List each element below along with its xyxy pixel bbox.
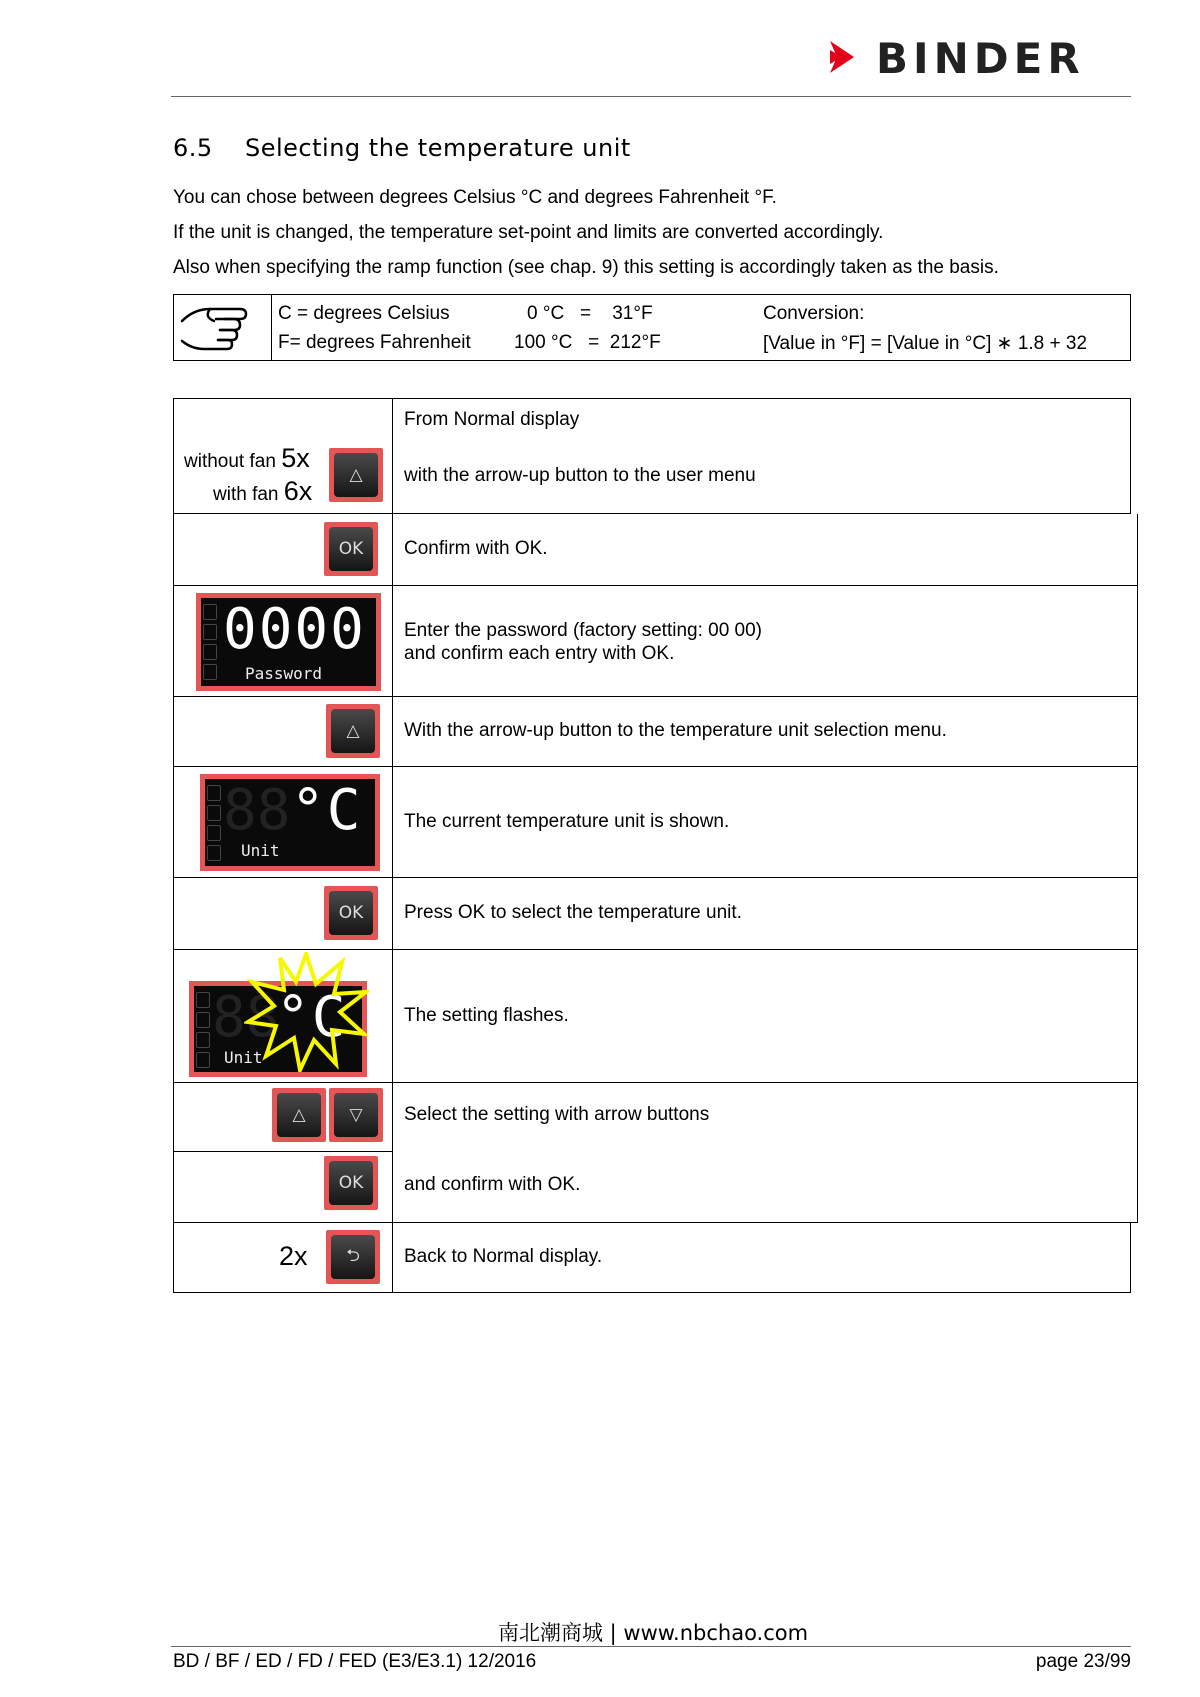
section-heading — [173, 134, 631, 162]
note-celsius: C = degrees Celsius — [278, 303, 450, 324]
paragraph: You can chose between degrees Celsius °C and degrees Fahrenheit °F. — [173, 187, 777, 208]
arrow-down-icon: ▽ — [334, 1093, 378, 1137]
arrow-down-button[interactable] — [329, 1088, 383, 1142]
note-box — [173, 294, 1131, 361]
step-text: and confirm with OK. — [404, 1174, 581, 1195]
unit-value: °C — [291, 779, 363, 843]
flash-burst-icon — [244, 952, 369, 1072]
footer-doc-id: BD / BF / ED / FD / FED (E3/E3.1) 12/2016 — [173, 1651, 537, 1672]
display-side-icons — [196, 992, 210, 1066]
note-eq1: 0 °C = 31°F — [527, 303, 653, 324]
step-text: The current temperature unit is shown. — [404, 811, 730, 832]
ok-icon: OK — [329, 1161, 373, 1205]
password-label: Password — [245, 664, 323, 683]
paragraph: If the unit is changed, the temperature set-point and limits are converted accordingly. — [173, 222, 884, 243]
ok-button[interactable] — [324, 522, 378, 576]
step-row — [173, 1223, 1131, 1293]
unit-label: Unit — [241, 841, 280, 860]
display-side-icons — [207, 785, 221, 860]
step-text: Select the setting with arrow buttons — [404, 1104, 710, 1125]
step-row — [173, 1083, 1138, 1223]
back-button[interactable] — [326, 1230, 380, 1284]
step-row — [173, 514, 1138, 586]
step-text: with the arrow-up button to the user menu — [404, 465, 756, 486]
step-text: and confirm each entry with OK. — [404, 643, 675, 664]
step-icon-cell — [174, 697, 393, 766]
unit-label: Unit — [224, 1048, 263, 1067]
step-text: With the arrow-up button to the temperature unit selection menu. — [404, 720, 947, 741]
footer-page-number: page 23/99 — [1035, 1651, 1131, 1672]
step-icon-cell — [174, 399, 393, 513]
step-row — [173, 767, 1138, 878]
step-row — [173, 950, 1138, 1083]
step-icon-cell — [174, 767, 393, 877]
step-text: From Normal display — [404, 409, 580, 430]
step-row — [173, 697, 1138, 767]
pointing-hand-icon — [174, 295, 272, 360]
step-text: Press OK to select the temperature unit. — [404, 902, 742, 923]
step-icon-cell — [174, 878, 393, 949]
step-icon-cell — [174, 1223, 393, 1292]
ok-icon: OK — [329, 527, 373, 571]
arrow-up-button[interactable] — [326, 704, 380, 758]
unit-display: 88 °C Unit — [200, 774, 380, 871]
with-fan-label: with fan 6x — [213, 476, 313, 506]
note-conversion-formula: [Value in °F] = [Value in °C] ∗ 1.8 + 32 — [763, 333, 1088, 354]
password-display — [196, 593, 381, 691]
arrow-up-button[interactable] — [272, 1088, 326, 1142]
section-number: 6.5 — [173, 134, 213, 162]
watermark: 南北潮商城 | www.nbchao.com — [498, 1621, 809, 1645]
note-conversion-label: Conversion: — [763, 303, 865, 324]
unit-value: °C — [276, 986, 348, 1050]
note-eq2: 100 °C = 212°F — [514, 332, 661, 353]
step-icon-cell — [174, 586, 393, 696]
logo-text: BINDER — [876, 34, 1085, 83]
without-fan-label: without fan 5x — [184, 443, 310, 473]
step-row — [173, 398, 1131, 514]
arrow-up-icon: △ — [331, 709, 375, 753]
ok-button[interactable] — [324, 886, 378, 940]
step-text: Enter the password (factory setting: 00 00) — [404, 620, 763, 641]
arrow-up-button[interactable] — [329, 448, 383, 502]
step-row — [173, 586, 1138, 697]
section-title: Selecting the temperature unit — [245, 134, 631, 162]
step-icon-cell — [174, 950, 393, 1082]
cell-divider — [174, 1151, 392, 1152]
arrow-up-icon: △ — [277, 1093, 321, 1137]
repeat-count: 2x — [279, 1241, 308, 1271]
step-text: Confirm with OK. — [404, 538, 548, 559]
back-icon: ⮌ — [331, 1235, 375, 1279]
password-digits: 0000 — [223, 598, 366, 662]
ok-button[interactable] — [324, 1156, 378, 1210]
step-text: The setting flashes. — [404, 1005, 569, 1026]
step-text: Back to Normal display. — [404, 1246, 603, 1267]
note-fahrenheit: F= degrees Fahrenheit — [278, 332, 471, 353]
unit-display-flashing: 88 °C Unit — [189, 981, 367, 1077]
paragraph: Also when specifying the ramp function (see chap. 9) this setting is accordingly taken as the basis. — [173, 257, 999, 278]
arrow-up-icon: △ — [334, 453, 378, 497]
step-icon-cell — [174, 514, 393, 585]
step-icon-cell — [174, 1083, 393, 1222]
footer-rule — [171, 1646, 1131, 1647]
display-side-icons — [203, 604, 217, 680]
step-row — [173, 878, 1138, 950]
ok-icon: OK — [329, 891, 373, 935]
header-rule — [171, 96, 1131, 97]
